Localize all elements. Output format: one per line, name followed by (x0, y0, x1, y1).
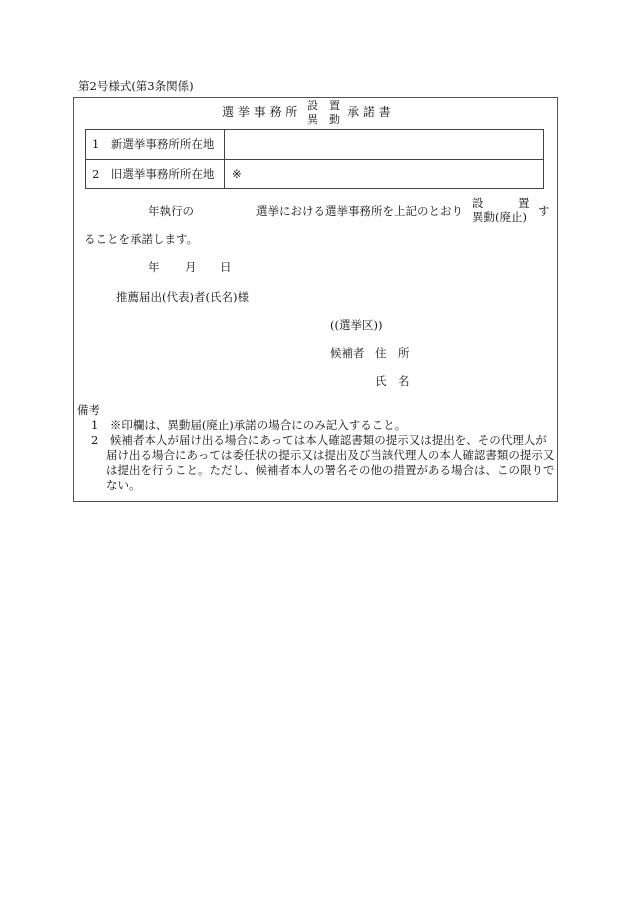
date-day: 日 (220, 260, 232, 274)
old-office-value[interactable]: ※ (232, 167, 242, 181)
consent-text: ることを承諾します。 (84, 232, 199, 246)
remark-line: 届け出る場合にあっては委任状の提示又は提出及び当該代理人の本人確認書類の提示又 (106, 448, 555, 462)
electoral-district: ((選挙区)) (330, 318, 383, 332)
election-text: 選挙における選挙事務所を上記のとおり (256, 204, 463, 218)
date-month: 月 (185, 260, 197, 274)
title-suffix: 承 諾 書 (347, 105, 391, 119)
table-row (86, 159, 543, 189)
table-row (86, 130, 543, 159)
option-setup: 設 置 (472, 196, 530, 210)
year-text: 年執行の (148, 204, 194, 218)
old-office-label: 2 旧選挙事務所所在地 (92, 167, 215, 181)
suru-text: す (538, 204, 550, 218)
remark-line: は提出を行うこと。ただし、候補者本人の署名その他の措置がある場合は、この限りで (106, 463, 555, 477)
title-option-setup: 設 置 (307, 99, 340, 112)
candidate-label: 候補者 (330, 346, 365, 360)
remark-line: 2 候補者本人が届け出る場合にあっては本人確認書類の提示又は提出を、その代理人が (91, 433, 547, 447)
title-prefix: 選 挙 事 務 所 (222, 105, 298, 119)
remark-line: 1 ※印欄は、異動届(廃止)承諾の場合にのみ記入すること。 (91, 418, 407, 432)
remarks-heading: 備考 (77, 403, 100, 417)
date-year: 年 (148, 260, 160, 274)
new-office-label: 1 新選挙事務所所在地 (92, 137, 215, 151)
title-option-change: 異 動 (307, 113, 340, 126)
option-change: 異動(廃止) (472, 210, 527, 224)
addressee: 推薦届出(代表)者(氏名)様 (116, 290, 249, 304)
office-location-table (85, 129, 544, 189)
remark-line: ない。 (106, 478, 141, 492)
form-number-label: 第2号様式(第3条関係) (78, 79, 194, 93)
name-label: 氏 名 (375, 374, 410, 388)
address-label: 住 所 (375, 346, 410, 360)
